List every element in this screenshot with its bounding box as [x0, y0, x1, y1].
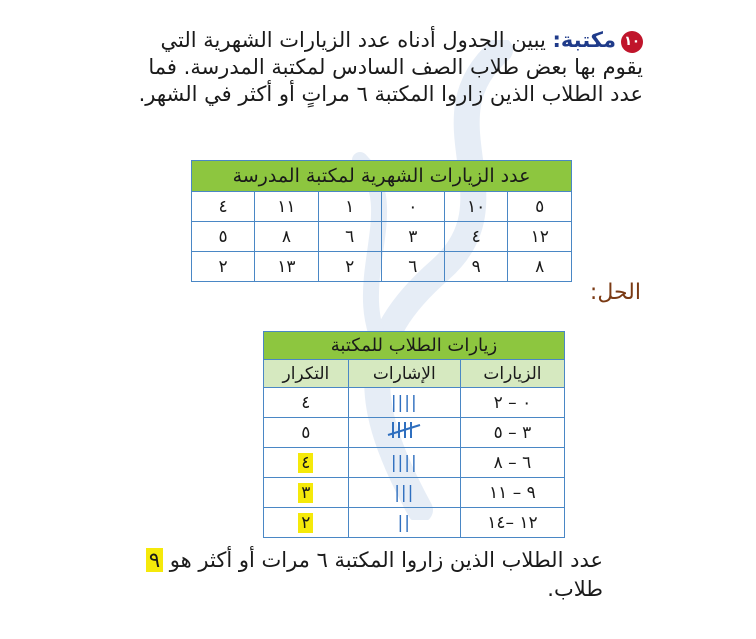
- frequency-value: ٥: [301, 422, 311, 443]
- problem-text: يبين الجدول أدناه عدد الزيارات الشهرية التي يقوم بها بعض طلاب الصف السادس لمكتبة المدرسة. فما عدد الطلاب الذين زاروا المكتبة ٦ مراتٍ أو أكثر في الشهر.: [138, 28, 643, 106]
- table-cell: ١٠: [444, 192, 508, 222]
- monthly-visits-table-title: عدد الزيارات الشهرية لمكتبة المدرسة: [192, 161, 572, 192]
- monthly-visits-table: [191, 160, 572, 282]
- table-row: [192, 252, 572, 282]
- table-cell: ٣: [381, 222, 444, 252]
- table-cell: ٦: [318, 222, 381, 252]
- column-header-visits: الزيارات: [460, 360, 564, 388]
- table-row: [264, 448, 565, 478]
- range-cell: ٩ – ١١: [460, 478, 564, 508]
- table-cell: ٢: [192, 252, 255, 282]
- answer-value: ٩: [146, 548, 163, 572]
- column-header-tally: الإشارات: [348, 360, 460, 388]
- table-row: [264, 478, 565, 508]
- table-cell: ٤: [192, 192, 255, 222]
- table-cell: ١١: [255, 192, 319, 222]
- answer-text: عدد الطلاب الذين زاروا المكتبة ٦ مرات أو أكثر هو: [169, 548, 603, 572]
- problem-keyword: مكتبة:: [552, 28, 616, 52]
- problem-number-badge: ١٠: [621, 31, 643, 53]
- column-header-frequency: التكرار: [264, 360, 349, 388]
- frequency-table-title: زيارات الطلاب للمكتبة: [264, 332, 565, 360]
- table-cell: ٦: [381, 252, 444, 282]
- answer-text-end: طلاب.: [547, 577, 603, 601]
- table-cell: ٩: [444, 252, 508, 282]
- table-cell: ٤: [444, 222, 508, 252]
- table-row: [264, 418, 565, 448]
- tally-five-marks: [387, 420, 421, 440]
- table-cell: ٥: [508, 192, 572, 222]
- table-cell: ١: [318, 192, 381, 222]
- range-cell: ٦ – ٨: [460, 448, 564, 478]
- tally-marks: |||: [348, 478, 460, 508]
- frequency-table: [263, 331, 565, 538]
- table-row: [192, 192, 572, 222]
- table-cell: ٥: [192, 222, 255, 252]
- table-row: [192, 222, 572, 252]
- problem-statement: [123, 27, 643, 108]
- solution-label: الحل:: [589, 280, 641, 305]
- frequency-value-highlighted: ٢: [298, 513, 313, 533]
- table-row: [264, 508, 565, 538]
- table-cell: ٨: [508, 252, 572, 282]
- range-cell: ١٢ –١٤: [460, 508, 564, 538]
- table-cell: ٢: [318, 252, 381, 282]
- range-cell: ٠ – ٢: [460, 388, 564, 418]
- answer-statement: [133, 546, 603, 604]
- tally-marks: ||||: [348, 388, 460, 418]
- table-row: [264, 388, 565, 418]
- table-cell: ٨: [255, 222, 319, 252]
- frequency-value: ٤: [301, 392, 311, 413]
- tally-marks: ||: [348, 508, 460, 538]
- table-cell: ٠: [381, 192, 444, 222]
- tally-marks: ||||: [348, 448, 460, 478]
- table-cell: ١٢: [508, 222, 572, 252]
- frequency-value-highlighted: ٤: [298, 453, 313, 473]
- frequency-value-highlighted: ٣: [298, 483, 313, 503]
- range-cell: ٣ – ٥: [460, 418, 564, 448]
- table-cell: ١٣: [255, 252, 319, 282]
